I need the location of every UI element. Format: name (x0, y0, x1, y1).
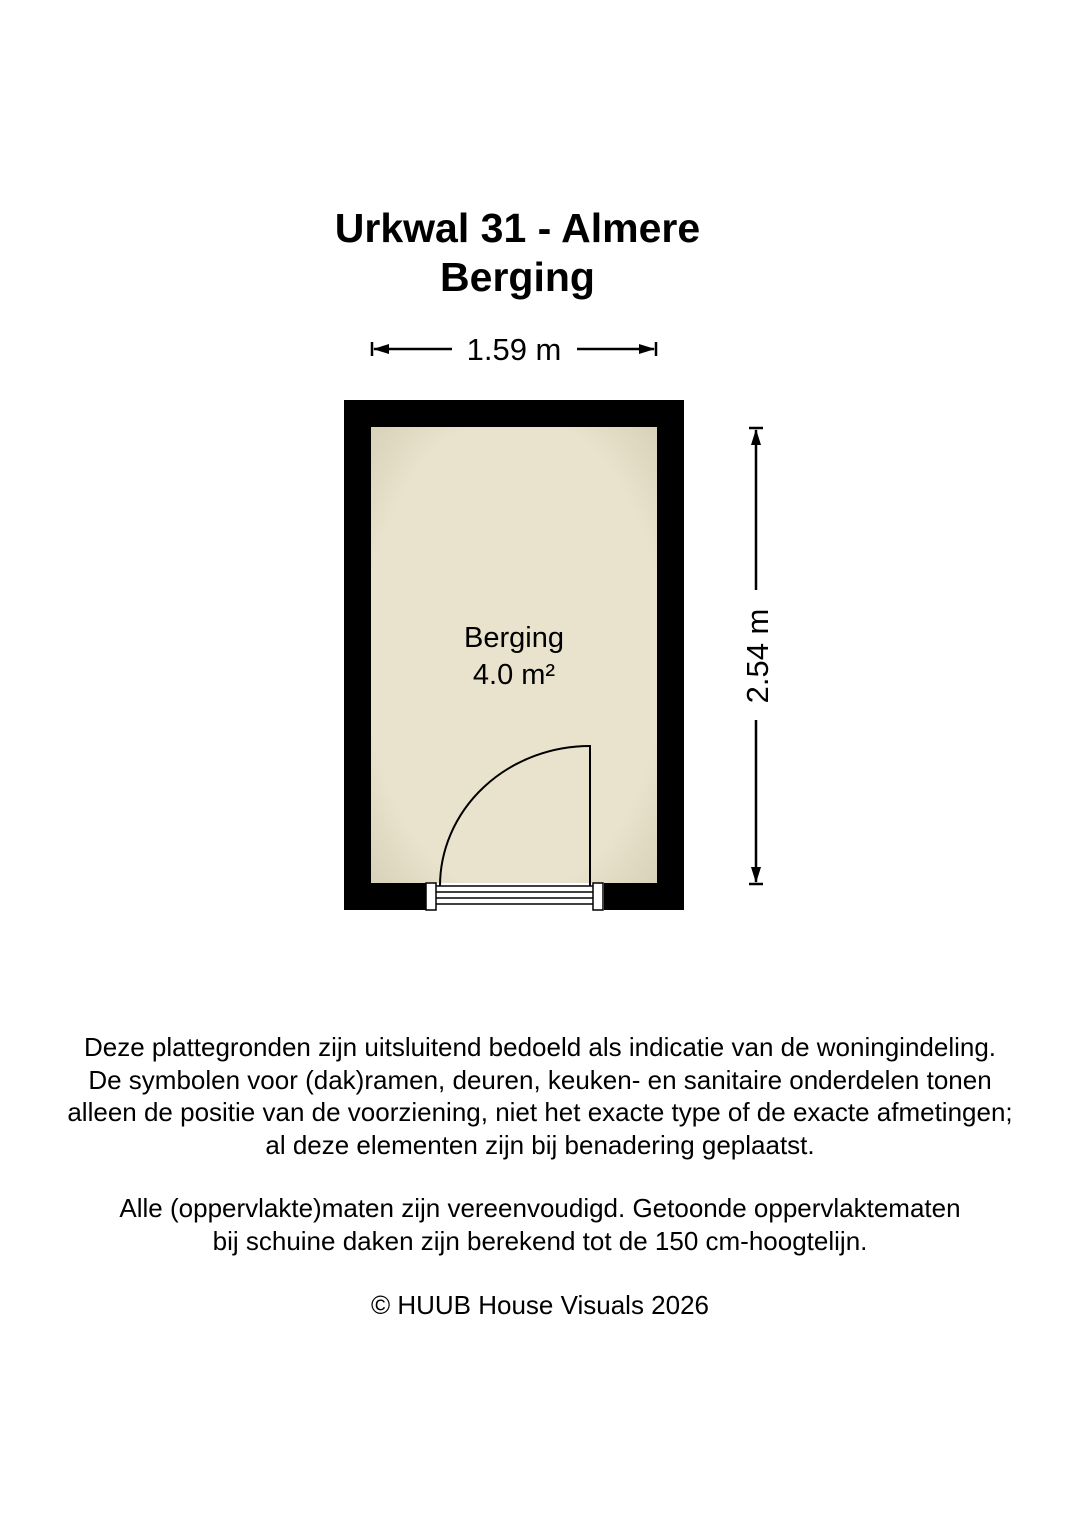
width-dimension (372, 332, 656, 367)
height-dimension-arrow-top (751, 429, 761, 445)
door-jamb-right (593, 883, 603, 910)
disclaimer-line: bij schuine daken zijn berekend tot de 150 cm-hoogtelijn. (212, 1225, 868, 1256)
width-dimension-arrow-left (373, 344, 389, 354)
width-dimension-label: 1.59 m (466, 332, 562, 367)
disclaimer-line: Alle (oppervlakte)maten zijn vereenvoudigd. Getoonde oppervlaktematen (119, 1193, 961, 1223)
door-jamb-left (426, 883, 436, 910)
disclaimer-line: Deze plattegronden zijn uitsluitend bedoeld als indicatie van de woningindeling. (83, 1032, 997, 1062)
door-opening (426, 883, 604, 910)
height-dimension-arrow-bottom (751, 867, 761, 883)
page-subtitle: Berging (440, 254, 595, 300)
height-dimension (740, 428, 775, 884)
room-floor (371, 427, 657, 883)
width-dimension-arrow-right (639, 344, 655, 354)
page-title: Urkwal 31 - Almere (334, 205, 701, 251)
disclaimer-line: al deze elementen zijn bij benadering geplaatst. (265, 1129, 815, 1160)
disclaimer-block-1 (0, 1031, 1080, 1161)
room-name-label: Berging (464, 622, 564, 654)
disclaimer-block-2 (0, 1192, 1080, 1257)
room-area-label: 4.0 m² (472, 659, 556, 691)
disclaimer-line: De symbolen voor (dak)ramen, deuren, keuken- en sanitaire onderdelen tonen (88, 1064, 992, 1095)
copyright-notice: © HUUB House Visuals 2026 (370, 1290, 710, 1320)
disclaimer-line: alleen de positie van de voorziening, niet het exacte type of de exacte afmetingen; (67, 1097, 1013, 1127)
height-dimension-label: 2.54 m (740, 608, 775, 704)
